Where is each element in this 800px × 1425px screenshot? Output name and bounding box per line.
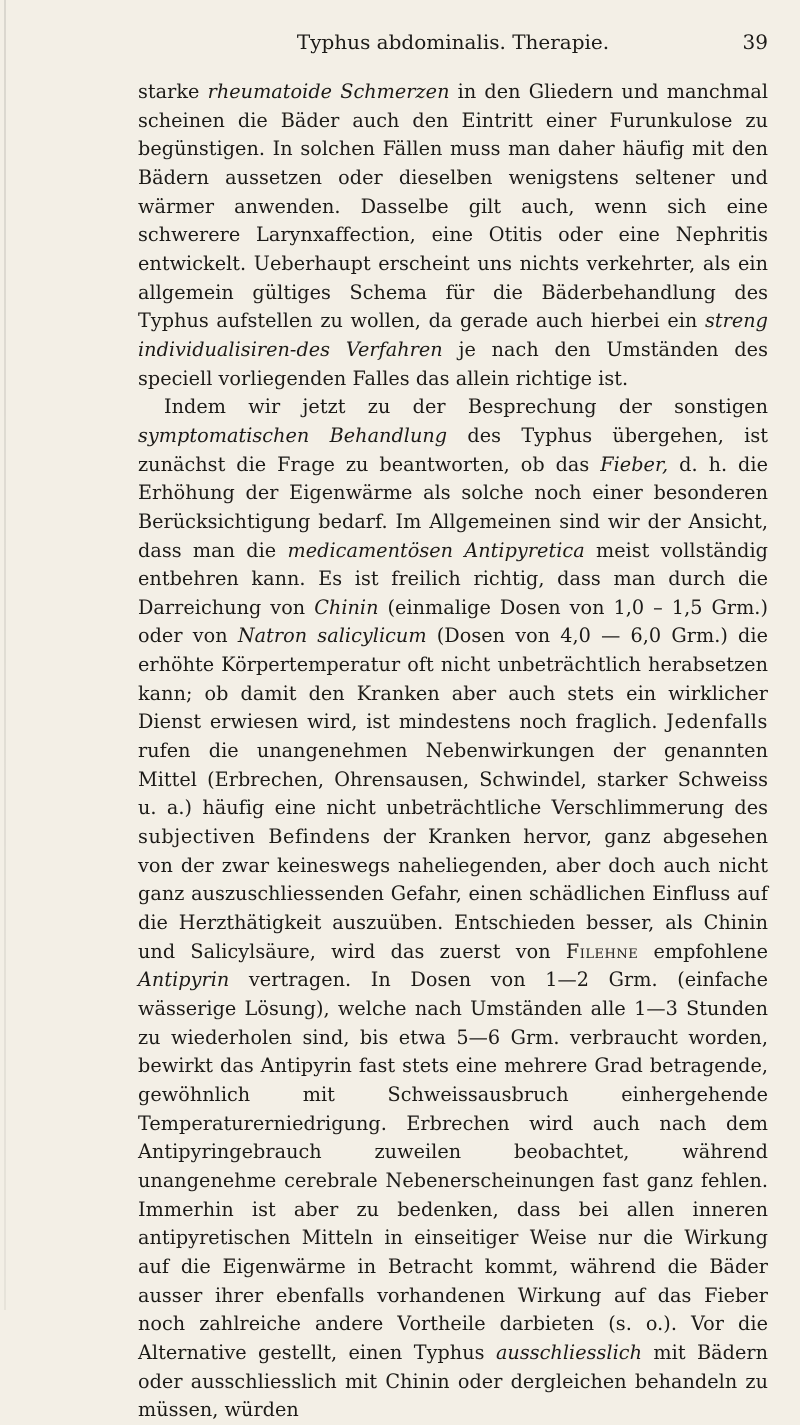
italic-term: streng individualisiren-des Verfahren — [138, 309, 768, 361]
italic-term: rheumatoide Schmerzen — [207, 80, 450, 103]
running-header — [138, 30, 768, 60]
spaced-word: subjectiven Befindens — [138, 825, 371, 849]
text-run: d. h. die Erhöhung der Eigenwärme als solche noch einer besonderen Berücksichtigung bedarf. Im Allgemeinen sind wir der Ansicht, dass man die — [138, 452, 768, 562]
running-title: Typhus abdominalis. Therapie. — [296, 30, 610, 54]
italic-term: symptomatischen Behandlung — [138, 423, 448, 447]
text-run: vertragen. In Dosen von 1—2 Grm. (einfache wässerige Lösung), welche nach Umständen alle 1—3 Stunden zu wiederholen sind, bis etwa 5—6 Grm. verbraucht worden, bewirkt das Antipyrin fast stets eine mehrere Grad betragende, gewöhnlich mit Schweissausbruch einhergehende Temperaturerniedrigung. Erbrechen wird auch nach dem Antipyringebrauch zuweilen beobachtet, während unangenehme cerebrale Nebenerscheinungen fast ganz fehlen. Immerhin ist aber zu bedenken, dass bei allen inneren antipyretischen Mitteln in einseitiger Weise nur die Wirkung auf die Eigenwärme in Betracht kommt, während die Bäder ausser ihrer ebenfalls vorhandenen Wirkung auf das Fieber noch zahlreiche andere Vortheile darbieten (s. o.). Vor die Alternative gestellt, einen Typhus — [138, 968, 768, 1364]
text-run: mit Bädern oder ausschliesslich mit Chinin oder dergleichen behandeln zu müssen, würden — [138, 1340, 768, 1422]
text-run: der Kranken hervor, ganz abgesehen von der zwar keineswegs naheliegenden, aber doch auch nicht ganz auszuschliessenden Gefahr, einen schädlichen Einfluss auf die Herzthätigkeit auszuüben. Entschieden besser, als Chinin und Salicylsäure, wird das zuerst von — [138, 825, 768, 963]
author-name: Filehne — [565, 939, 639, 963]
text-run: (Dosen von 4,0 — 6,0 Grm.) die erhöhte Körpertemperatur oft nicht unbeträchtlich herabsetzen kann; ob damit den Kranken aber auch stets ein wirklicher Dienst erwiesen wird, ist mindestens noch fraglich. — [138, 624, 768, 734]
text-run: starke — [138, 80, 208, 103]
page-number: 39 — [742, 30, 768, 54]
paragraph-symptomatic-treatment — [138, 393, 768, 1425]
body-text — [138, 78, 768, 1425]
spaced-word: Jedenfalls — [666, 710, 768, 734]
text-run: je nach den Umständen des speciell vorliegenden Falles das allein richtige ist. — [138, 337, 768, 390]
text-run: meist vollständig entbehren kann. Es ist freilich richtig, dass man durch die Darreichung von — [138, 538, 768, 619]
italic-term: Antipyrin — [138, 968, 230, 992]
text-run: Indem wir jetzt zu der Besprechung der sonstigen — [164, 395, 768, 419]
text-run: rufen die unangenehmen Nebenwirkungen der genannten Mittel (Erbrechen, Ohrensausen, Schwindel, starker Schweiss u. a.) häufig eine nicht unbeträchtliche Verschlimmerung des — [138, 739, 768, 820]
italic-term: medicamentösen Antipyretica — [287, 538, 585, 562]
text-run: empfohlene — [638, 939, 768, 963]
italic-term: Fieber, — [600, 452, 669, 476]
italic-term: Chinin — [314, 595, 379, 619]
page-gutter-edge — [4, 0, 6, 1310]
text-run: des Typhus übergehen, ist zunächst die Frage zu beantworten, ob das — [138, 423, 768, 476]
italic-term: ausschliesslich — [495, 1340, 642, 1364]
paragraph-continued — [138, 78, 768, 393]
italic-term: Natron salicylicum — [237, 624, 427, 648]
text-run: (einmalige Dosen von 1,0 – 1,5 Grm.) oder von — [138, 595, 768, 648]
text-run: in den Gliedern und manchmal scheinen die Bäder auch den Eintritt einer Furunkulose zu begünstigen. In solchen Fällen muss man daher häufig mit den Bädern aussetzen oder dieselben wenigstens seltener und wärmer anwenden. Dasselbe gilt auch, wenn sich eine schwerere Larynxaffection, eine Otitis oder eine Nephritis entwickelt. Ueberhaupt erscheint uns nichts verkehrter, als ein allgemein gültiges Schema für die Bäderbehandlung des Typhus aufstellen zu wollen, da gerade auch hierbei ein — [138, 80, 768, 333]
